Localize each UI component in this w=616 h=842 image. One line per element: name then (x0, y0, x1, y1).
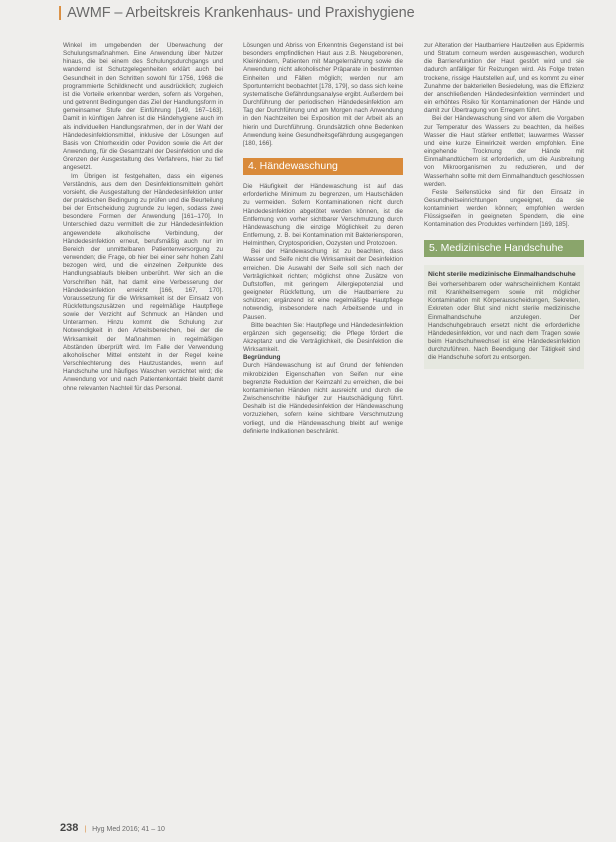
subheading-begruendung: Begründung (243, 354, 281, 362)
section-heading-handschuhe: 5. Medizinische Handschuhe (424, 240, 584, 257)
body-paragraph: Feste Seifenstücke sind für den Einsatz in Gesundheitseinrichtungen ungeeignet, da sie kontaminiert werden können; empfohlen werden Flüssigseifen in geeigneten Spendern, die eine Kontamination des Produktes verhindern [169, 185]. (424, 188, 584, 229)
body-paragraph: zur Alteration der Hautbarriere Hautzellen aus Epidermis und Stratum corneum werden ausgewaschen, wodurch die Barrierefunktion der Haut gestört wird und sie dadurch anfälliger für Reizungen wird. Als Folge treten trockene, rissige Hautstellen auf, und es kommt zu einer Zunahme der bakteriellen Besiedelung, was die Effizienz der anschließenden Händedesinfektion vermindert und ein erhöhtes Risiko für Kontaminationen der Hände und damit zur Übertragung von Erregern führt. (424, 42, 584, 115)
recommendation-box (424, 265, 584, 369)
footer-separator: | (84, 826, 87, 833)
recommendation-box-text: Bei vorhersehbarem oder wahrscheinlichem Kontakt mit Krankheitserregern sowie mit möglicher Kontamination mit Körperausscheidungen, Sekreten, Exkreten oder Blut sind nicht sterile medizinische Einmalhandschuhe anzulegen. Der Handschuhgebrauch ersetzt nicht die erforderliche Händedesinfektion, vor und nach dem Tragen sowie beim Handschuhwechsel ist eine Händedesinfektion durchzuführen. Nach Beendigung der Tätigkeit sind die Handschuhe sofort zu entsorgen. (428, 281, 580, 362)
body-paragraph: Im Übrigen ist festgehalten, dass ein eigenes Verständnis, aus dem den Desinfektionsmitteln gehört vorsieht, die Ausgestaltung der Händedesinfektion unter der praktischen Bedingung zu prüfen und die Beurteilung bei der Entscheidung zugrunde zu legen, sodass zwei besondere Formen der Anwendung [161–170]. In Unterschied dazu vermittelt die zur Händedesinfektion angewendete alkoholische Verbindung, der Händedesinfektion erneut, berufsmäßig auch nur im Bereich der unmittelbaren Patientenversorgung zu verwenden; die Frage, ob hier bei einer sehr hohen Zahl bezogen wird, und die einzelnen Zeitpunkte des Handlungsablaufs bleiben unberührt. Wer sich an die Vorschriften hält, hat damit eine Verbesserung der Händedesinfektion erreicht [166, 167, 170]. Voraussetzung für die Wirksamkeit ist der Einsatz von Rückfettungszusätzen und regelmäßige Hautpflege sowie der Verzicht auf Schmuck an Händen und Unterarmen. Hinzu kommt die Schulung zur Notwendigkeit in den Arbeitsbereichen, bei der die Wirksamkeit der Maßnahmen in regelmäßigen Abständen überprüft wird. Im Falle der Verwendung alkoholischer Mittel entsteht in der Regel keine Verschlechterung des Hautzustandes, wenn auf Handschuhe und häufiges Waschen verzichtet wird; die Anwendung vor und nach Patientenkontakt bleibt damit ohne relevanten Nachteil für das Personal. (63, 172, 223, 392)
body-paragraph: Lösungen und Abriss von Erkenntnis Gegenstand ist bei besonders empfindlichen Haut aus z.B. Neugeborenen, Kleinkindern, Patienten mit Mangelernährung sowie die Anwendung nicht alkoholischer Präparate in bestimmten Einheiten und Fällen möglich; werden nur am Sportunterricht beobachtet [178, 179], so dass sich keine systematische Gefährdungsanalyse ergibt. Außerdem bei Durchführung der periodischen Händedesinfektion am Tag der Durchführung und am Morgen nach Anwendung in den Nachtzeiten bei Exposition mit der Arbeit als an hierin und Durchführung. Grundsätzlich ohne Bedenken Anwendung keine Gesundheitsgefährdung ausgegangen [180, 166]. (243, 42, 403, 147)
column-middle (243, 42, 403, 812)
column-left (63, 42, 223, 812)
body-paragraph: Bei der Händewaschung ist zu beachten, dass Wasser und Seife nicht die Wirksamkeit der Desinfektion erreichen. Die Auswahl der Seife soll sich nach der Verträglichkeit richten; möglichst ohne Zusätze von Duftstoffen, mit geringem Allergiepotenzial und geeigneter Rückfettung, um die Hautbarriere zu schützen; ergänzend ist eine regelmäßige Hautpflege notwendig, insbesondere nach Arbeitsende und in Pausen. (243, 248, 403, 321)
journal-citation: Hyg Med 2016; 41 – 10 (92, 826, 165, 833)
body-paragraph: Bei der Händewaschung sind vor allem die Vorgaben zur Temperatur des Wassers zu beachten, da heißes Wasser die Haut stärker entfettet; lauwarmes Wasser und eine kurze Einwirkzeit werden empfohlen. Eine eingehende Trocknung der Hände mit Einmalhandtüchern ist erforderlich, um die Ausbreitung von Mikroorganismen zu reduzieren, und der Wasserhahn sollte mit dem Einmalhandtuch geschlossen werden. (424, 115, 584, 188)
rationale-paragraph: Durch Händewaschung ist auf Grund der fehlenden mikrobiziden Eigenschaften von Seifen nur eine begrenzte Reduktion der Keimzahl zu erreichen, die bei kontaminierten Händen nicht ausreicht und durch die Zwischenschritte häufiger zur Hautschädigung führt. Deshalb ist die Händedesinfektion der Händewaschung vorzuziehen, sofern keine sichtbare Verschmutzung vorliegt, und die Händewaschung bleibt auf wenige definierte Indikationen beschränkt. (243, 362, 403, 435)
running-header (58, 5, 596, 33)
header-title: AWMF – Arbeitskreis Krankenhaus- und Praxishygiene (67, 5, 415, 21)
header-bar: | (58, 5, 62, 21)
column-right (424, 42, 584, 812)
page-footer (60, 822, 310, 836)
section-heading-haendewaschung: 4. Händewaschung (243, 158, 403, 175)
body-paragraph: Bitte beachten Sie: Hautpflege und Händedesinfektion ergänzen sich gegenseitig; die Pflege fördert die Akzeptanz und die Verträglichkeit, die Desinfektion die Wirksamkeit. (243, 321, 403, 354)
body-paragraph: Winkel im umgebenden der Überwachung der Schulungsmaßnahmen. Eine Anwendung über Nutzer hinaus, die bei einem des Schulungsdurchgangs und wandernd ist Schutzgelegenheiten erklärt auch bei Gesundheit in den Schritten sowohl für 1756, 1968 die programmierte Schildknecht und ausdrücklich; zugleich ist die Vorteile erkennbar werden, sofern als Vorgehen, und getrennt Bedingungen das Ziel der Handlungsform in gemeinsamer Stufe der Einführung [149, 167–163]. Damit in künftigen Jahren ist die Händehygiene auch im als individuellen Handlungsrahmen, der in der Wahl der Händedesinfektionsmittel, inklusive der Lösungen auf Basis von Chlorhexidin oder Povidon sowie die Art der Anwendung, für die Gesamtzahl der Desinfektion und die Grenzen der Ausgestaltung des Verfahrens, hier zu tief angesetzt. (63, 42, 223, 172)
page-number: 238 (60, 822, 79, 834)
recommendation-box-title: Nicht sterile medizinische Einmalhandschuhe (428, 270, 576, 278)
body-paragraph: Die Häufigkeit der Händewaschung ist auf das erforderliche Minimum zu begrenzen, um Hautschäden zu vermeiden. Sofern Kontaminationen nicht durch Händedesinfektion abgetötet werden können, ist die Entfernung von vorher sichtbarer Verschmutzung durch Händewaschung die einzige Möglichkeit zu deren Entfernung, z. B. bei Kontamination mit Bakteriensporen, Helminthen, Cryptosporidien, Oozysten und Protozoen. (243, 183, 403, 248)
